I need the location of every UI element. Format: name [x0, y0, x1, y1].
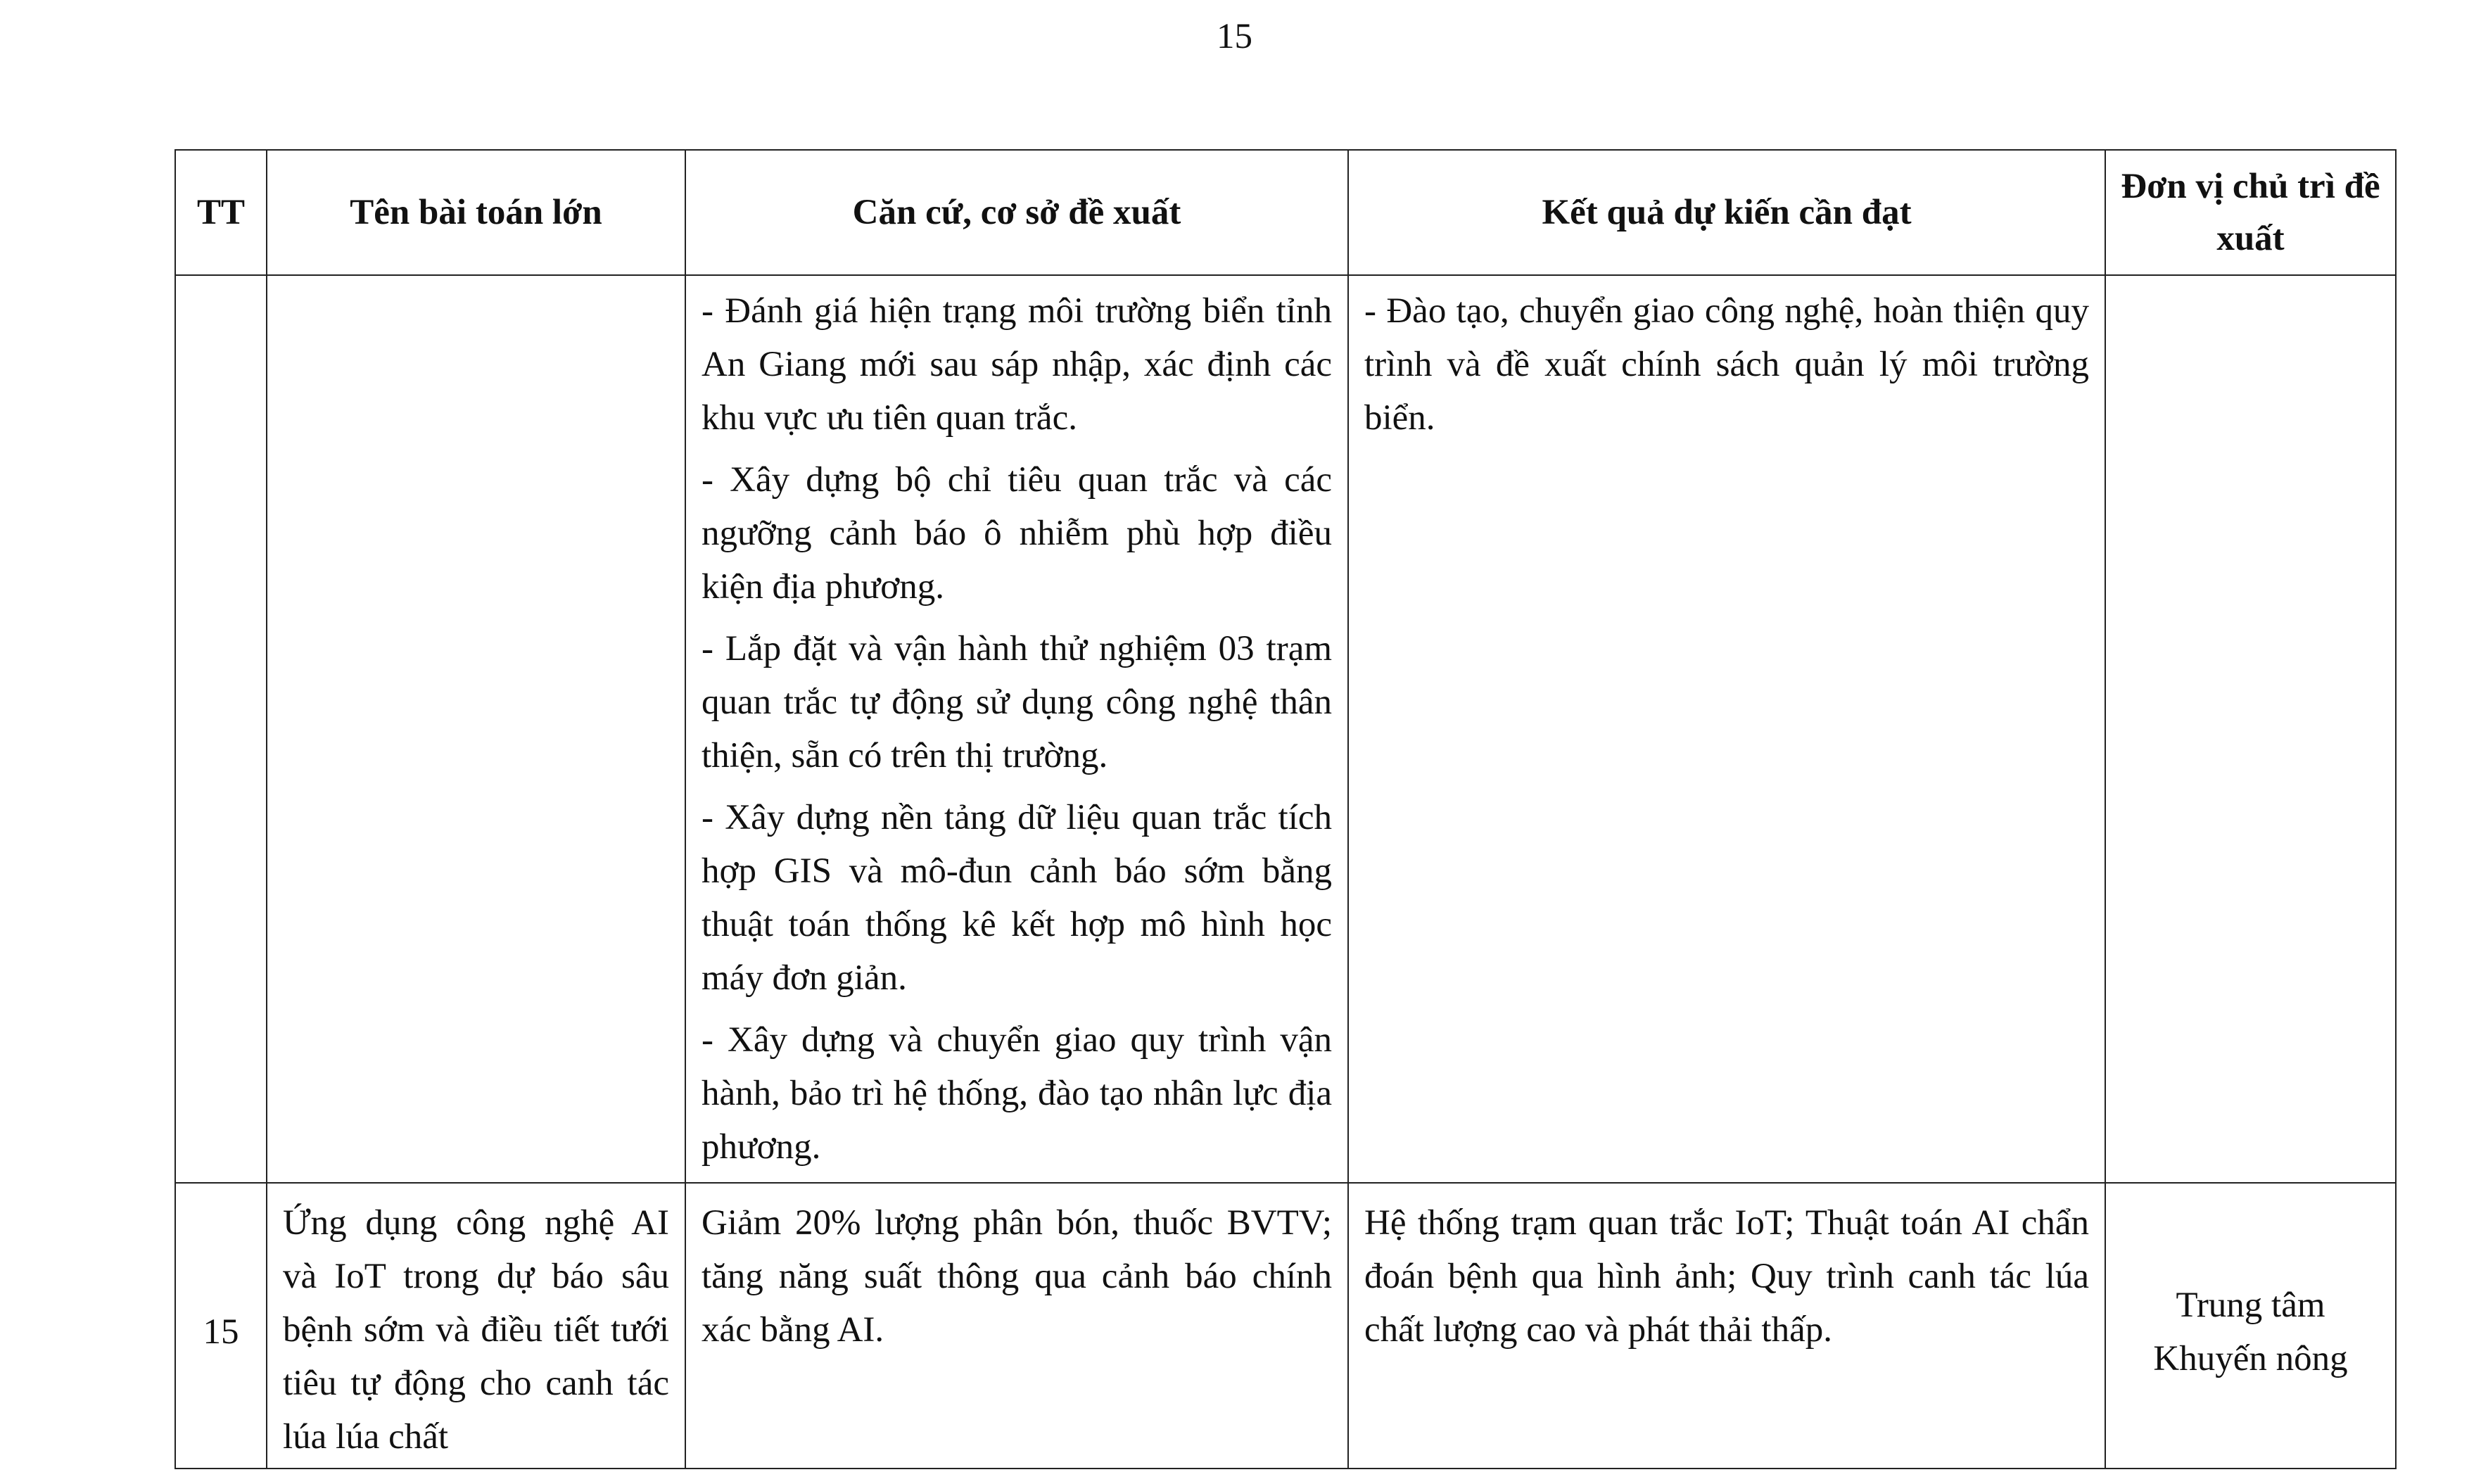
basis-item: - Xây dựng và chuyển giao quy trình vận hành, bảo trì hệ thống, đào tạo nhân lực địa phương. [702, 1020, 1332, 1167]
header-tt: TT [175, 150, 267, 275]
row15-unit [2105, 1183, 2396, 1469]
header-result: Kết quả dự kiến cần đạt [1348, 150, 2105, 275]
basis-item: - Đánh giá hiện trạng môi trường biển tỉnh An Giang mới sau sáp nhập, xác định các khu vực ưu tiên quan trắc. [702, 291, 1332, 438]
unit-line: Khuyến nông [2153, 1339, 2348, 1378]
cont-basis-cell [685, 275, 1348, 1183]
unit-line: Trung tâm [2176, 1286, 2325, 1325]
row15-basis: Giảm 20% lượng phân bón, thuốc BVTV; tăng năng suất thông qua cảnh báo chính xác bằng AI. [685, 1183, 1348, 1469]
cont-result-cell: - Đào tạo, chuyển giao công nghệ, hoàn thiện quy trình và đề xuất chính sách quản lý môi trường biển. [1348, 275, 2105, 1183]
basis-item: - Xây dựng nền tảng dữ liệu quan trắc tích hợp GIS và mô-đun cảnh báo sớm bằng thuật toán thống kê kết hợp mô hình học máy đơn giản. [702, 798, 1332, 998]
header-basis: Căn cứ, cơ sở đề xuất [685, 150, 1348, 275]
page-number: 15 [1217, 17, 1252, 56]
table-row [175, 275, 2396, 1183]
header-unit: Đơn vị chủ trì đề xuất [2105, 150, 2396, 275]
header-name: Tên bài toán lớn [267, 150, 685, 275]
basis-item: - Xây dựng bộ chỉ tiêu quan trắc và các ngưỡng cảnh báo ô nhiễm phù hợp điều kiện địa phương. [702, 460, 1332, 607]
cont-unit-cell [2105, 275, 2396, 1183]
table-row [175, 1183, 2396, 1469]
table-header-row [175, 150, 2396, 275]
proposal-table [174, 149, 2397, 1469]
row15-tt: 15 [175, 1183, 267, 1469]
basis-item: - Lắp đặt và vận hành thử nghiệm 03 trạm quan trắc tự động sử dụng công nghệ thân thiện, sẵn có trên thị trường. [702, 629, 1332, 775]
cont-name-cell [267, 275, 685, 1183]
cont-tt-cell [175, 275, 267, 1183]
row15-result: Hệ thống trạm quan trắc IoT; Thuật toán AI chẩn đoán bệnh qua hình ảnh; Quy trình canh tác lúa chất lượng cao và phát thải thấp. [1348, 1183, 2105, 1469]
row15-name: Ứng dụng công nghệ AI và IoT trong dự báo sâu bệnh sớm và điều tiết tưới tiêu tự động cho canh tác lúa lúa chất [267, 1183, 685, 1469]
